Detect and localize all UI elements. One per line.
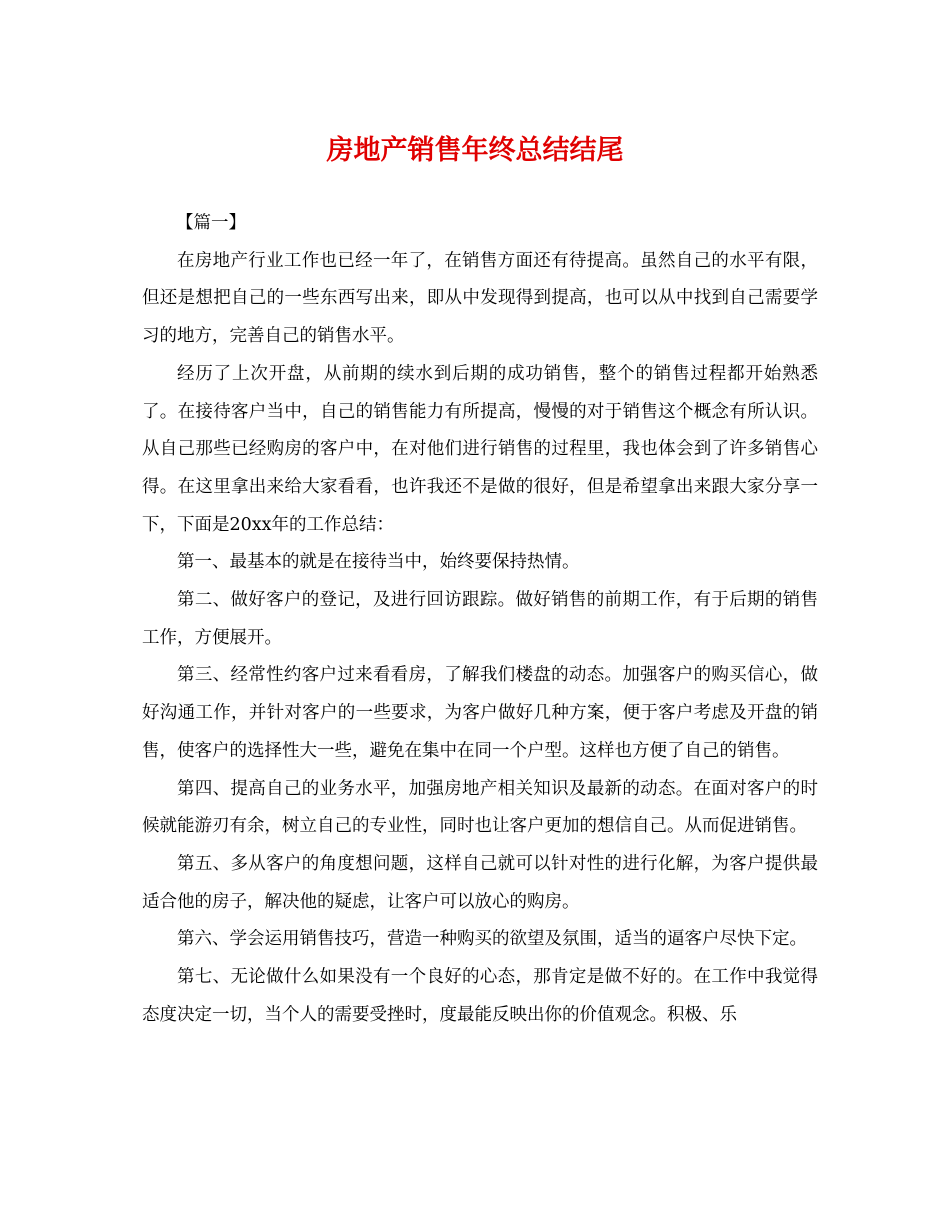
section-label: 【篇一】: [176, 213, 246, 233]
paragraph-8: 第六、学会运用销售技巧，营造一种购买的欲望及氛围，适当的逼客户尽快下定。: [177, 929, 807, 950]
paragraph-6: 第四、提高自己的业务水平，加强房地产相关知识及最新的动态。在面对客户的时候就能游刃有余，树立自己的专业性，同时也让客户更加的想信自己。从而促进销售。: [142, 778, 818, 837]
paragraph-4: 第二、做好客户的登记，及进行回访跟踪。做好销售的前期工作，有于后期的销售工作，方便展开。: [142, 590, 818, 648]
paragraph-1: 在房地产行业工作也已经一年了，在销售方面还有待提高。虽然自己的水平有限，但还是想把自己的一些东西写出来，即从中发现得到提高，也可以从中找到自己需要学习的地方，完善自己的销售水平。: [142, 250, 818, 347]
paragraph-5: 第三、经常性约客户过来看看房，了解我们楼盘的动态。加强客户的购买信心，做好沟通工作，并针对客户的一些要求，为客户做好几种方案，便于客户考虑及开盘的销售，使客户的选择性大一些，避免在集中在同一个户型。这样也方便了自己的销售。: [142, 665, 818, 761]
paragraph-9: 第七、无论做什么如果没有一个良好的心态，那肯定是做不好的。在工作中我觉得态度决定一切，当个人的需要受挫时，度最能反映出你的价值观念。积极、乐: [142, 967, 818, 1025]
document-title: 房地产销售年终总结结尾: [326, 135, 624, 166]
paragraph-2: 经历了上次开盘，从前期的续水到后期的成功销售，整个的销售过程都开始熟悉了。在接待客户当中，自己的销售能力有所提高，慢慢的对于销售这个概念有所认识。从自己那些已经购房的客户中，在对他们进行销售的过程里，我也体会到了许多销售心得。在这里拿出来给大家看看，也许我还不是做的很好，但是希望拿出来跟大家分享一下，下面是20xx年的工作总结：: [142, 363, 818, 535]
paragraph-3: 第一、最基本的就是在接待当中，始终要保持热情。: [177, 552, 580, 573]
document-body: [142, 205, 818, 1034]
paragraph-7: 第五、多从客户的角度想问题，这样自己就可以针对性的进行化解，为客户提供最适合他的房子，解决他的疑虑，让客户可以放心的购房。: [142, 853, 818, 912]
